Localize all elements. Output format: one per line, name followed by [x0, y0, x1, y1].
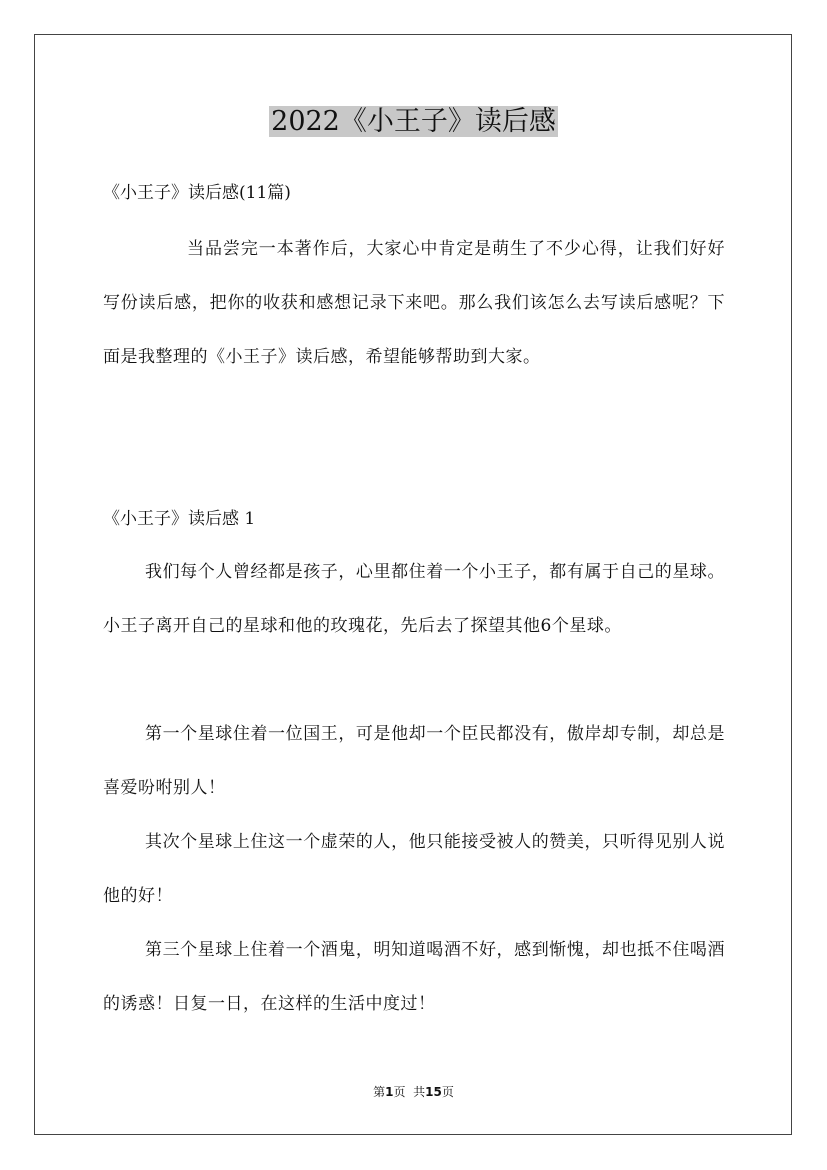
body-paragraph: 第一个星球住着一位国王，可是他却一个臣民都没有，傲岸却专制，却总是喜爱吩咐别人！: [103, 724, 725, 798]
page-prefix: 第: [373, 1085, 386, 1099]
page-footer: [0, 1083, 827, 1101]
section-heading: 《小王子》读后感 1: [103, 509, 256, 529]
body-paragraph: 其次个星球上住这一个虚荣的人，他只能接受被人的赞美，只听得见别人说他的好！: [103, 832, 725, 906]
current-page-number: 1: [385, 1085, 394, 1099]
document-title-text: 2022《小王子》读后感: [271, 106, 556, 137]
total-pages-number: 15: [425, 1085, 442, 1099]
page-suffix: 页: [393, 1085, 406, 1099]
total-prefix: 共: [413, 1085, 426, 1099]
intro-paragraph: 当品尝完一本著作后，大家心中肯定是萌生了不少心得，让我们好好写份读后感，把你的收获和感想记录下来吧。那么我们该怎么去写读后感呢？下面是我整理的《小王子》读后感，希望能够帮助到大家。: [103, 239, 725, 367]
document-title: [0, 102, 827, 142]
total-suffix: 页: [441, 1085, 454, 1099]
body-paragraph: 我们每个人曾经都是孩子，心里都住着一个小王子，都有属于自己的星球。小王子离开自己的星球和他的玫瑰花，先后去了探望其他6个星球。: [103, 562, 725, 636]
document-subtitle: 《小王子》读后感(11篇): [103, 183, 291, 203]
body-paragraph: 第三个星球上住着一个酒鬼，明知道喝酒不好，感到惭愧，却也抵不住喝酒的诱惑！日复一日，在这样的生活中度过！: [103, 940, 725, 1014]
